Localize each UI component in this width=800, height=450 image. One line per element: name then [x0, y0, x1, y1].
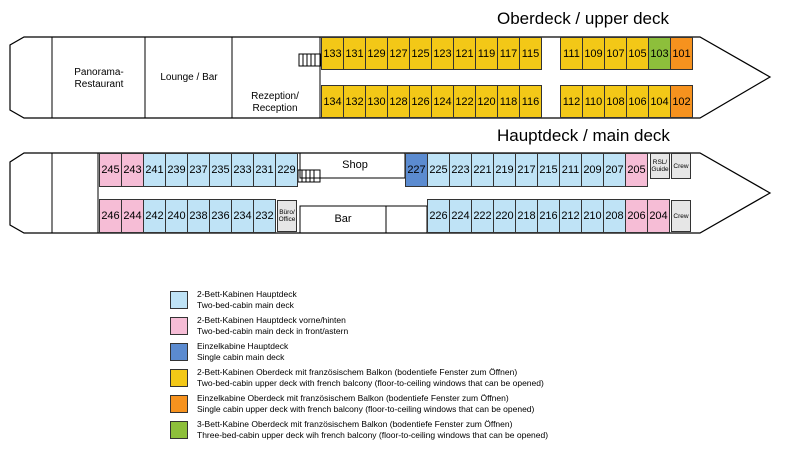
main-stairs [298, 170, 320, 182]
legend-swatch [170, 421, 188, 439]
cabin-238[interactable]: 238 [187, 199, 210, 233]
legend-label-en: Three-bed-cabin upper deck wih french balcony (floor-to-ceiling windows that can be opened) [197, 429, 549, 440]
cabin-217[interactable]: 217 [515, 153, 538, 187]
cabin-103[interactable]: 103 [648, 37, 671, 70]
cabin-223[interactable]: 223 [449, 153, 472, 187]
cabin-243[interactable]: 243 [121, 153, 144, 187]
lounge-bar-label: Lounge / Bar [160, 72, 218, 83]
cabin-244[interactable]: 244 [121, 199, 144, 233]
cabin-128[interactable]: 128 [387, 85, 410, 118]
cabin-130[interactable]: 130 [365, 85, 388, 118]
cabin-211[interactable]: 211 [559, 153, 582, 187]
legend-swatch [170, 317, 188, 335]
cabin-246[interactable]: 246 [99, 199, 122, 233]
cabin-108[interactable]: 108 [604, 85, 627, 118]
cabin-134[interactable]: 134 [321, 85, 344, 118]
office-room: Büro/ Office [277, 200, 297, 232]
legend-label-de: 3-Bett-Kabine Oberdeck mit französischem Balkon (bodentiefe Fenster zum Öffnen) [197, 419, 513, 429]
cabin-215[interactable]: 215 [537, 153, 560, 187]
legend-label-de: Einzelkabine Oberdeck mit französischem Balkon (bodentiefe Fenster zum Öffnen) [197, 393, 509, 403]
legend-label-en: Two-bed-cabin upper deck with french balcony (floor-to-ceiling windows that can be opened) [197, 377, 544, 388]
cabin-222[interactable]: 222 [471, 199, 494, 233]
legend-label-en: Single cabin main deck [197, 351, 285, 362]
legend-label-en: Two-bed-cabin main deck [197, 299, 294, 310]
cabin-101[interactable]: 101 [670, 37, 693, 70]
cabin-122[interactable]: 122 [453, 85, 476, 118]
cabin-237[interactable]: 237 [187, 153, 210, 187]
cabin-131[interactable]: 131 [343, 37, 366, 70]
cabin-240[interactable]: 240 [165, 199, 188, 233]
cabin-227[interactable]: 227 [405, 153, 428, 187]
cabin-219[interactable]: 219 [493, 153, 516, 187]
upper-deck-title: Oberdeck / upper deck [497, 9, 669, 28]
legend-label-de: 2-Bett-Kabinen Oberdeck mit französischem Balkon (bodentiefe Fenster zum Öffnen) [197, 367, 518, 377]
cabin-116[interactable]: 116 [519, 85, 542, 118]
legend-entry [197, 289, 297, 310]
legend-swatch [170, 369, 188, 387]
cabin-127[interactable]: 127 [387, 37, 410, 70]
cabin-112[interactable]: 112 [560, 85, 583, 118]
shop-label: Shop [342, 159, 368, 171]
cabin-126[interactable]: 126 [409, 85, 432, 118]
crew-room-rear: Crew [671, 200, 691, 232]
cabin-212[interactable]: 212 [559, 199, 582, 233]
cabin-206[interactable]: 206 [625, 199, 648, 233]
cabin-117[interactable]: 117 [497, 37, 520, 70]
cabin-115[interactable]: 115 [519, 37, 542, 70]
cabin-220[interactable]: 220 [493, 199, 516, 233]
cabin-232[interactable]: 232 [253, 199, 276, 233]
cabin-105[interactable]: 105 [626, 37, 649, 70]
cabin-207[interactable]: 207 [603, 153, 626, 187]
legend-label-de: 2-Bett-Kabinen Hauptdeck vorne/hinten [197, 315, 346, 325]
cabin-236[interactable]: 236 [209, 199, 232, 233]
legend-entry [197, 367, 544, 388]
cabin-245[interactable]: 245 [99, 153, 122, 187]
cabin-107[interactable]: 107 [604, 37, 627, 70]
cabin-118[interactable]: 118 [497, 85, 520, 118]
cabin-119[interactable]: 119 [475, 37, 498, 70]
legend-label-en: Single cabin upper deck with french balcony (floor-to-ceiling windows that can be opened) [197, 403, 535, 414]
legend-swatch [170, 395, 188, 413]
cabin-231[interactable]: 231 [253, 153, 276, 187]
crew-room-front: Crew [671, 153, 691, 179]
main-deck-title: Hauptdeck / main deck [497, 126, 670, 145]
cabin-229[interactable]: 229 [275, 153, 298, 187]
cabin-242[interactable]: 242 [143, 199, 166, 233]
cabin-124[interactable]: 124 [431, 85, 454, 118]
legend-label-de: 2-Bett-Kabinen Hauptdeck [197, 289, 297, 299]
cabin-121[interactable]: 121 [453, 37, 476, 70]
cabin-218[interactable]: 218 [515, 199, 538, 233]
legend-entry [197, 419, 548, 440]
cabin-110[interactable]: 110 [582, 85, 605, 118]
cabin-235[interactable]: 235 [209, 153, 232, 187]
upper-stairs [299, 54, 321, 66]
cabin-209[interactable]: 209 [581, 153, 604, 187]
rsl-guide-room: RSL/ Guide [650, 153, 670, 179]
reception-label: Rezeption/ Reception [251, 91, 299, 114]
bar-label: Bar [334, 213, 352, 225]
cabin-205[interactable]: 205 [625, 153, 648, 187]
legend-entry [197, 341, 288, 362]
cabin-102[interactable]: 102 [670, 85, 693, 118]
cabin-106[interactable]: 106 [626, 85, 649, 118]
cabin-234[interactable]: 234 [231, 199, 254, 233]
cabin-216[interactable]: 216 [537, 199, 560, 233]
cabin-133[interactable]: 133 [321, 37, 344, 70]
cabin-125[interactable]: 125 [409, 37, 432, 70]
cabin-224[interactable]: 224 [449, 199, 472, 233]
legend-entry [197, 315, 348, 336]
panorama-restaurant-label: Panorama- Restaurant [74, 67, 124, 90]
cabin-208[interactable]: 208 [603, 199, 626, 233]
cabin-221[interactable]: 221 [471, 153, 494, 187]
legend-swatch [170, 291, 188, 309]
cabin-204[interactable]: 204 [647, 199, 670, 233]
cabin-129[interactable]: 129 [365, 37, 388, 70]
cabin-210[interactable]: 210 [581, 199, 604, 233]
legend-swatch [170, 343, 188, 361]
cabin-111[interactable]: 111 [560, 37, 583, 70]
legend-label-en: Two-bed-cabin main deck in front/astern [197, 325, 349, 336]
cabin-226[interactable]: 226 [427, 199, 450, 233]
cabin-233[interactable]: 233 [231, 153, 254, 187]
cabin-104[interactable]: 104 [648, 85, 671, 118]
cabin-225[interactable]: 225 [427, 153, 450, 187]
legend-entry [197, 393, 534, 414]
cabin-132[interactable]: 132 [343, 85, 366, 118]
cabin-120[interactable]: 120 [475, 85, 498, 118]
cabin-239[interactable]: 239 [165, 153, 188, 187]
cabin-241[interactable]: 241 [143, 153, 166, 187]
cabin-123[interactable]: 123 [431, 37, 454, 70]
cabin-109[interactable]: 109 [582, 37, 605, 70]
legend-label-de: Einzelkabine Hauptdeck [197, 341, 289, 351]
